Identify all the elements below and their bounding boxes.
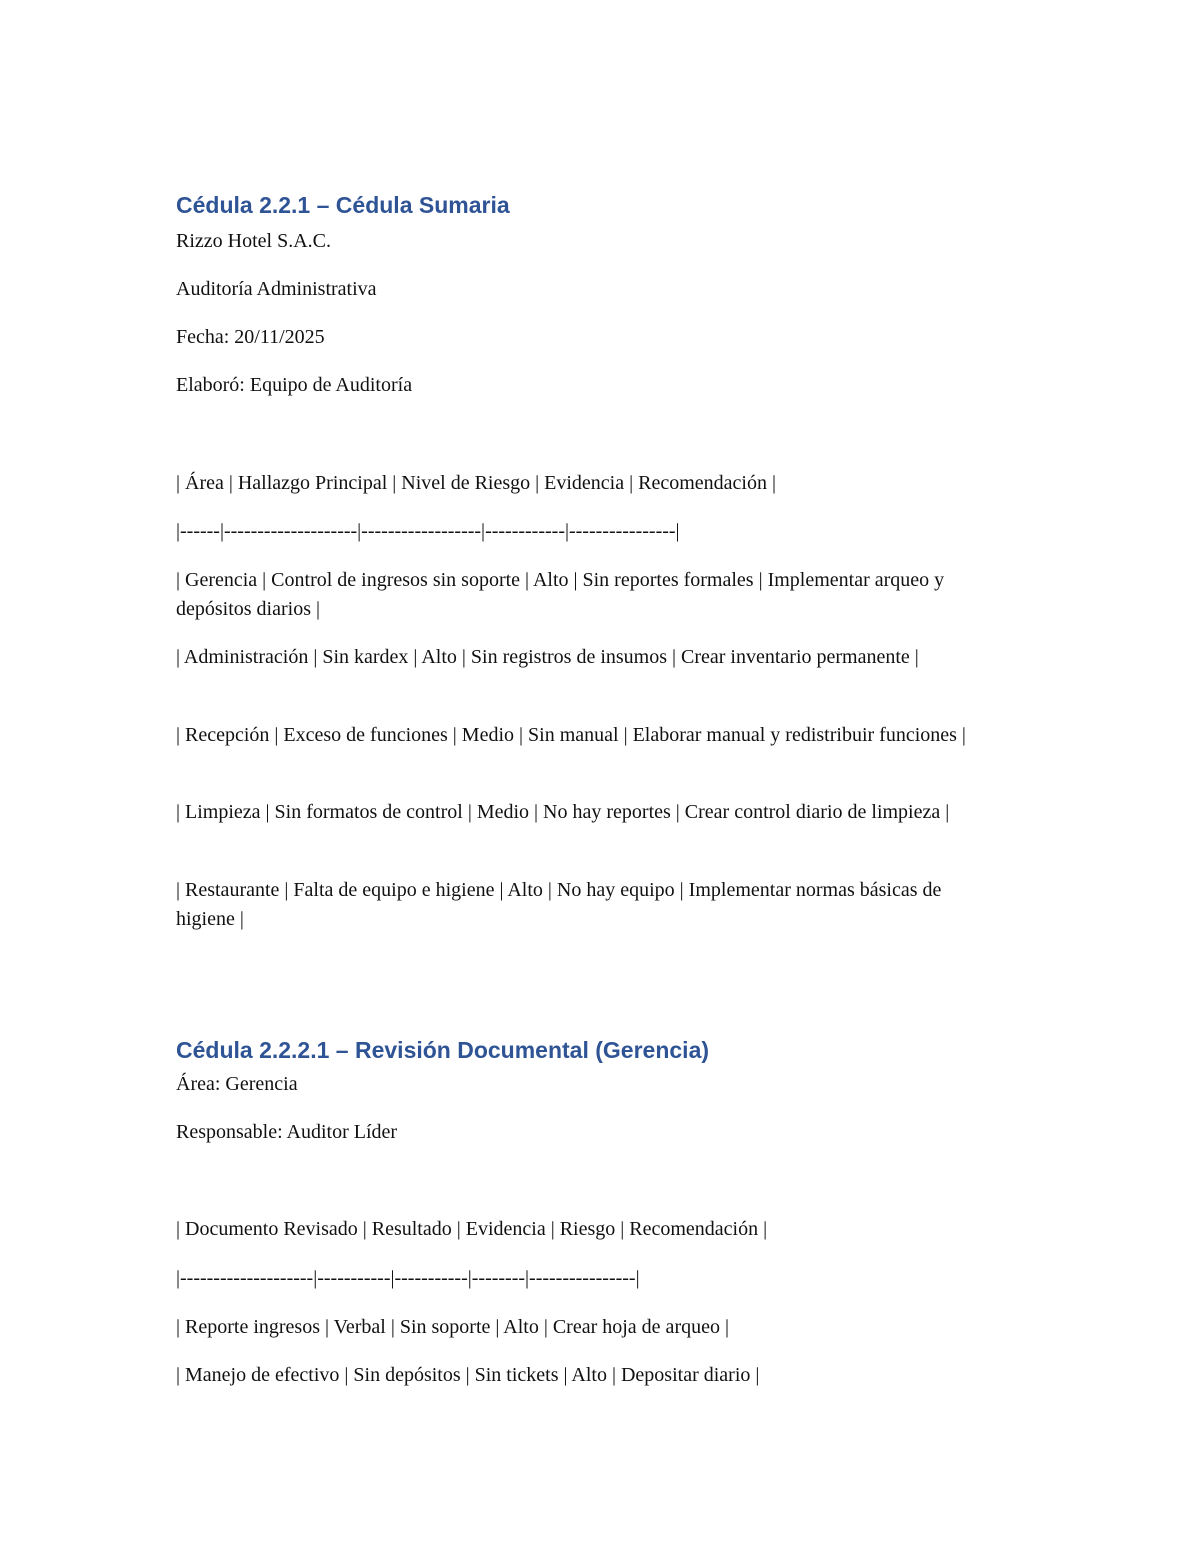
table1-row: | Limpieza | Sin formatos de control | Medio | No hay reportes | Crear control diario de limpieza | <box>176 801 950 823</box>
table1-header: | Área | Hallazgo Principal | Nivel de Riesgo | Evidencia | Recomendación | <box>176 472 776 494</box>
area-label: Área: Gerencia <box>176 1073 298 1095</box>
table2-separator: |--------------------|-----------|-----------|--------|----------------| <box>176 1267 640 1289</box>
table2-header: | Documento Revisado | Resultado | Evidencia | Riesgo | Recomendación | <box>176 1218 768 1240</box>
table1-row: | Recepción | Exceso de funciones | Medio | Sin manual | Elaborar manual y redistribuir funciones | <box>176 724 966 746</box>
table2-row: | Manejo de efectivo | Sin depósitos | Sin tickets | Alto | Depositar diario | <box>176 1364 760 1386</box>
section2-title: Cédula 2.2.2.1 – Revisión Documental (Gerencia) <box>176 1037 710 1063</box>
table1-row: | Gerencia | Control de ingresos sin soporte | Alto | Sin reportes formales | Implementar arqueo y depósitos diarios | <box>176 569 945 620</box>
responsible-label: Responsable: Auditor Líder <box>176 1121 398 1143</box>
section1-title: Cédula 2.2.1 – Cédula Sumaria <box>176 192 510 218</box>
company-name: Rizzo Hotel S.A.C. <box>176 230 331 252</box>
table1-row: | Restaurante | Falta de equipo e higiene | Alto | No hay equipo | Implementar normas básicas de higiene | <box>176 879 942 930</box>
table2-row: | Reporte ingresos | Verbal | Sin soporte | Alto | Crear hoja de arqueo | <box>176 1316 729 1338</box>
audit-date: Fecha: 20/11/2025 <box>176 326 325 348</box>
audit-type: Auditoría Administrativa <box>176 278 377 300</box>
table1-separator: |------|--------------------|------------------|------------|----------------| <box>176 520 680 542</box>
table1-row: | Administración | Sin kardex | Alto | Sin registros de insumos | Crear inventario permanente | <box>176 646 919 668</box>
prepared-by: Elaboró: Equipo de Auditoría <box>176 374 413 396</box>
